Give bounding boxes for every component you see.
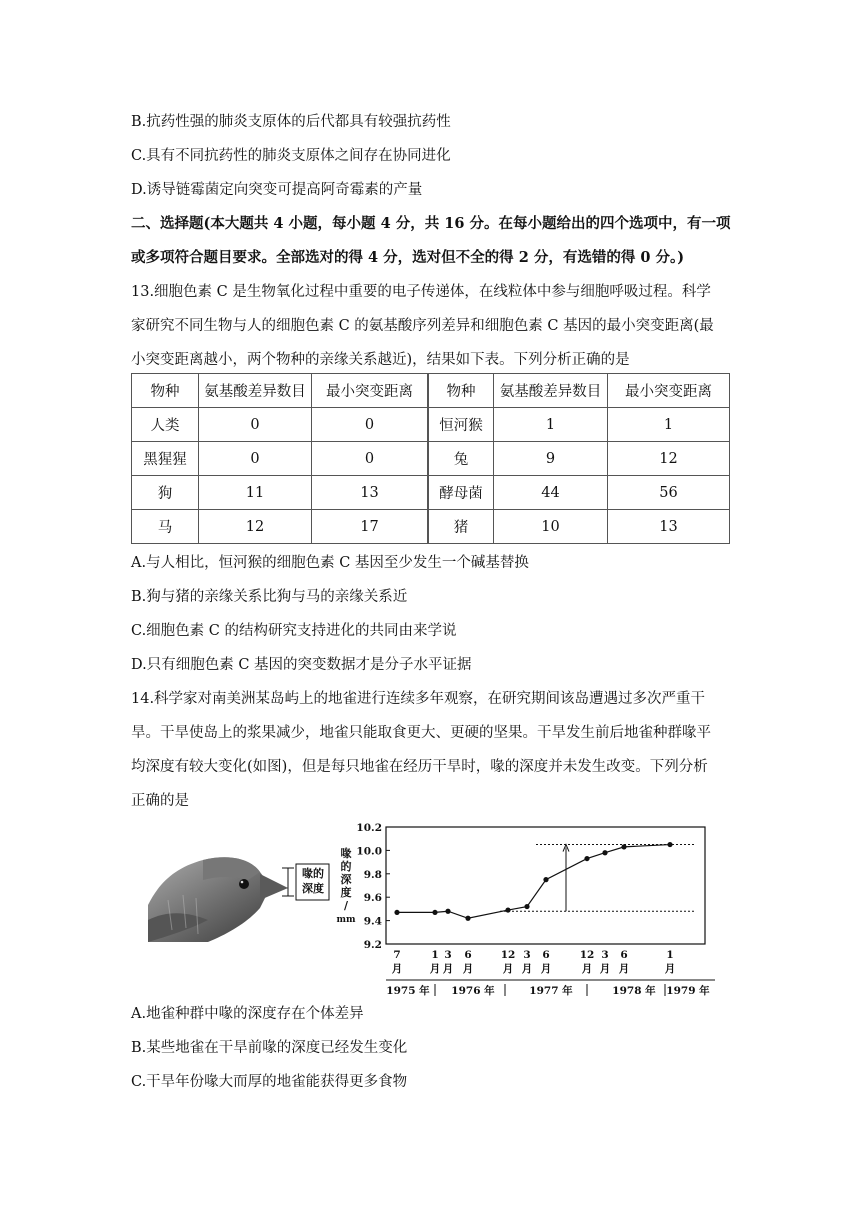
table-row <box>132 476 428 510</box>
option-12b: B.抗药性强的肺炎支原体的后代都具有较强抗药性 <box>131 114 451 130</box>
y-tick-label: 9.4 <box>363 915 382 928</box>
header-amino-acid-diff: 氨基酸差异数目 <box>199 374 312 408</box>
header-min-mutation: 最小突变距离 <box>312 374 428 408</box>
q14-option-a: A.地雀种群中喙的深度存在个体差异 <box>131 1006 364 1022</box>
cell-amino-diff: 11 <box>199 476 312 510</box>
x-tick-label-unit: 月 <box>618 963 630 975</box>
option-12d: D.诱导链霉菌定向突变可提高阿奇霉素的产量 <box>131 182 423 198</box>
table-row <box>429 442 730 476</box>
cell-species: 兔 <box>429 442 494 476</box>
beak-depth-label-line2: 深度 <box>302 882 324 895</box>
cell-min-mutation: 12 <box>608 442 730 476</box>
table-row <box>132 510 428 544</box>
cell-species: 人类 <box>132 408 199 442</box>
data-point <box>524 904 529 909</box>
q13-option-c: C.细胞色素 C 的结构研究支持进化的共同由来学说 <box>131 623 457 639</box>
cell-species: 酵母菌 <box>429 476 494 510</box>
year-label: 1976 年 <box>451 985 495 997</box>
table-row <box>132 408 428 442</box>
cell-species: 狗 <box>132 476 199 510</box>
x-tick-label-unit: 月 <box>664 963 676 975</box>
cell-min-mutation: 0 <box>312 442 428 476</box>
y-tick-label: 10.2 <box>356 822 382 834</box>
cell-species: 黑猩猩 <box>132 442 199 476</box>
y-axis-label-char: 深 <box>340 873 352 886</box>
x-tick-label-month: 3 <box>523 949 531 961</box>
series-line <box>397 845 670 919</box>
cell-species: 马 <box>132 510 199 544</box>
y-axis-label-char: 度 <box>340 886 352 899</box>
data-point <box>505 907 510 912</box>
q13-stem-line3: 小突变距离越小，两个物种的亲缘关系越近)，结果如下表。下列分析正确的是 <box>131 352 630 368</box>
y-axis-label-char: 喙 <box>340 847 352 860</box>
q14-stem-line3: 均深度有较大变化(如图)，但是每只地雀在经历干旱时，喙的深度并未发生改变。下列分析 <box>131 759 708 775</box>
q14-stem-line1: 14.科学家对南美洲某岛屿上的地雀进行连续多年观察，在研究期间该岛遭遇过多次严重干 <box>131 691 706 707</box>
q13-option-d: D.只有细胞色素 C 基因的突变数据才是分子水平证据 <box>131 657 472 673</box>
table-row <box>429 476 730 510</box>
option-12c: C.具有不同抗药性的肺炎支原体之间存在协同进化 <box>131 148 451 164</box>
y-axis-label-char: / <box>343 899 349 912</box>
data-point <box>621 844 626 849</box>
data-point <box>465 916 470 921</box>
q14-stem-line4: 正确的是 <box>131 793 189 809</box>
q13-table-left <box>131 373 428 544</box>
q13-option-b: B.狗与猪的亲缘关系比狗与马的亲缘关系近 <box>131 589 408 605</box>
cell-min-mutation: 17 <box>312 510 428 544</box>
q14-stem-line2: 旱。干旱使岛上的浆果减少，地雀只能取食更大、更硬的坚果。干旱发生前后地雀种群喙平 <box>131 725 711 741</box>
x-tick-label-month: 1 <box>431 949 439 961</box>
header-min-mutation: 最小突变距离 <box>608 374 730 408</box>
x-tick-label-month: 6 <box>542 949 550 961</box>
cell-min-mutation: 1 <box>608 408 730 442</box>
cell-amino-diff: 10 <box>494 510 608 544</box>
year-label: 1977 年 <box>529 985 573 997</box>
q13-stem-line2: 家研究不同生物与人的细胞色素 C 的氨基酸序列差异和细胞色素 C 基因的最小突变距离(最 <box>131 318 714 334</box>
section2-instructions-line2: 或多项符合题目要求。全部选对的得 4 分，选对但不全的得 2 分，有选错的得 0 分。) <box>131 249 685 266</box>
table-header-row <box>132 374 428 408</box>
q14-option-c: C.干旱年份喙大而厚的地雀能获得更多食物 <box>131 1074 408 1090</box>
finch-photo <box>148 850 288 942</box>
x-tick-label-unit: 月 <box>442 963 454 975</box>
data-point <box>445 909 450 914</box>
x-tick-label-unit: 月 <box>429 963 441 975</box>
x-tick-label-unit: 月 <box>502 963 514 975</box>
year-label: 1975 年 <box>386 985 430 997</box>
beak-depth-label <box>297 866 329 896</box>
cell-amino-diff: 9 <box>494 442 608 476</box>
data-point <box>432 910 437 915</box>
q14-option-b: B.某些地雀在干旱前喙的深度已经发生变化 <box>131 1040 408 1056</box>
q13-option-a: A.与人相比，恒河猴的细胞色素 C 基因至少发生一个碱基替换 <box>131 555 529 571</box>
header-species: 物种 <box>429 374 494 408</box>
header-species: 物种 <box>132 374 199 408</box>
x-tick-label-month: 3 <box>444 949 452 961</box>
x-tick-label-unit: 月 <box>599 963 611 975</box>
x-tick-label-month: 12 <box>579 949 595 961</box>
cell-amino-diff: 1 <box>494 408 608 442</box>
cell-amino-diff: 0 <box>199 408 312 442</box>
table-row <box>429 408 730 442</box>
data-point <box>667 842 672 847</box>
x-tick-label-month: 6 <box>620 949 628 961</box>
x-tick-label-unit: 月 <box>581 963 593 975</box>
x-tick-label-month: 12 <box>500 949 516 961</box>
y-tick-label: 9.2 <box>363 939 382 951</box>
chart-marks <box>386 842 710 997</box>
data-point <box>584 856 589 861</box>
y-tick-label: 9.8 <box>363 868 382 881</box>
cell-min-mutation: 13 <box>312 476 428 510</box>
x-tick-label-month: 1 <box>666 949 674 961</box>
y-axis-label-char: 的 <box>340 860 352 873</box>
cell-species: 恒河猴 <box>429 408 494 442</box>
cell-amino-diff: 12 <box>199 510 312 544</box>
year-label: 1978 年 <box>612 985 656 997</box>
x-tick-label-unit: 月 <box>391 963 403 975</box>
q13-table-right <box>428 373 730 544</box>
cell-min-mutation: 0 <box>312 408 428 442</box>
table-row <box>132 442 428 476</box>
cell-amino-diff: 44 <box>494 476 608 510</box>
beak-depth-chart <box>336 815 720 1005</box>
q13-stem-line1: 13.细胞色素 C 是生物氧化过程中重要的电子传递体，在线粒体中参与细胞呼吸过程。科学 <box>131 284 711 300</box>
data-point <box>394 910 399 915</box>
cell-min-mutation: 13 <box>608 510 730 544</box>
x-tick-label-unit: 月 <box>540 963 552 975</box>
x-tick-label-month: 6 <box>464 949 472 961</box>
table-row <box>429 510 730 544</box>
cell-amino-diff: 0 <box>199 442 312 476</box>
data-point <box>602 850 607 855</box>
cell-species: 猪 <box>429 510 494 544</box>
cell-min-mutation: 56 <box>608 476 730 510</box>
x-tick-label-month: 3 <box>601 949 609 961</box>
y-axis-label-char: mm <box>336 915 356 925</box>
data-point <box>543 877 548 882</box>
table-header-row <box>429 374 730 408</box>
year-label: 1979 年 <box>666 985 710 997</box>
header-amino-acid-diff: 氨基酸差异数目 <box>494 374 608 408</box>
x-tick-label-unit: 月 <box>462 963 474 975</box>
x-tick-label-unit: 月 <box>521 963 533 975</box>
beak-depth-label-line1: 喙的 <box>302 867 324 880</box>
y-tick-label: 9.6 <box>363 892 382 905</box>
x-tick-label-month: 7 <box>393 949 401 961</box>
section2-instructions-line1: 二、选择题(本大题共 4 小题，每小题 4 分，共 16 分。在每小题给出的四个选项中，有一项 <box>131 215 731 232</box>
y-tick-label: 10.0 <box>356 845 382 858</box>
